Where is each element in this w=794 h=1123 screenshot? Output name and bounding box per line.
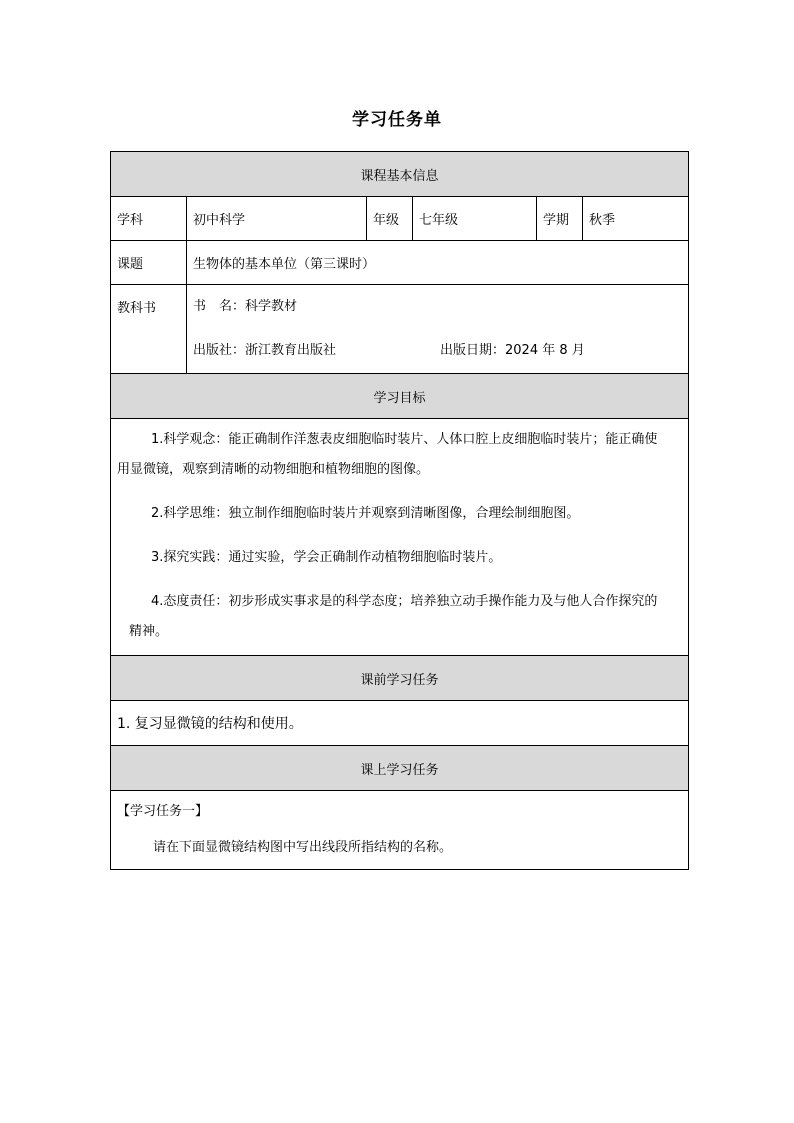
goal-item: 2.科学思维：独立制作细胞临时装片并观察到清晰图像，合理绘制细胞图。 — [151, 506, 580, 521]
textbook-details — [187, 285, 689, 374]
subject-value: 初中科学 — [187, 197, 367, 241]
class-task-area — [111, 791, 689, 870]
section-header-pre-tasks: 课前学习任务 — [111, 656, 689, 701]
topic-value: 生物体的基本单位（第三课时） — [187, 241, 689, 285]
task-one-text: 请在下面显微镜结构图中写出线段所指结构的名称。 — [153, 840, 453, 855]
goal-item: 3.探究实践：通过实验，学会正确制作动植物细胞临时装片。 — [151, 550, 502, 565]
grade-label: 年级 — [367, 197, 413, 241]
goal-item: 1.科学观念：能正确制作洋葱表皮细胞临时装片、人体口腔上皮细胞临时装片；能正确使 — [151, 432, 658, 447]
textbook-label: 教科书 — [111, 285, 187, 374]
task-one-heading: 【学习任务一】 — [117, 804, 209, 819]
goal-item-continued: 用显微镜，观察到清晰的动物细胞和植物细胞的图像。 — [117, 462, 430, 477]
book-name: 书 名：科学教材 — [193, 299, 298, 314]
topic-label: 课题 — [111, 241, 187, 285]
section-header-basic-info: 课程基本信息 — [111, 152, 689, 197]
publisher: 出版社：浙江教育出版社 — [193, 343, 337, 358]
goal-item-continued: 精神。 — [129, 624, 169, 639]
section-header-class-tasks: 课上学习任务 — [111, 746, 689, 791]
page-title: 学习任务单 — [352, 110, 442, 130]
subject-label: 学科 — [111, 197, 187, 241]
term-value: 秋季 — [583, 197, 689, 241]
pre-task-item: 1. 复习显微镜的结构和使用。 — [111, 701, 689, 746]
task-sheet-table — [110, 151, 689, 870]
goal-item: 4.态度责任：初步形成实事求是的科学态度；培养独立动手操作能力及与他人合作探究的 — [151, 594, 658, 609]
grade-value: 七年级 — [413, 197, 537, 241]
section-header-goals: 学习目标 — [111, 374, 689, 419]
goals-list — [111, 419, 689, 656]
publish-date: 出版日期：2024 年 8 月 — [440, 343, 585, 358]
publisher-line — [187, 329, 688, 373]
term-label: 学期 — [537, 197, 583, 241]
